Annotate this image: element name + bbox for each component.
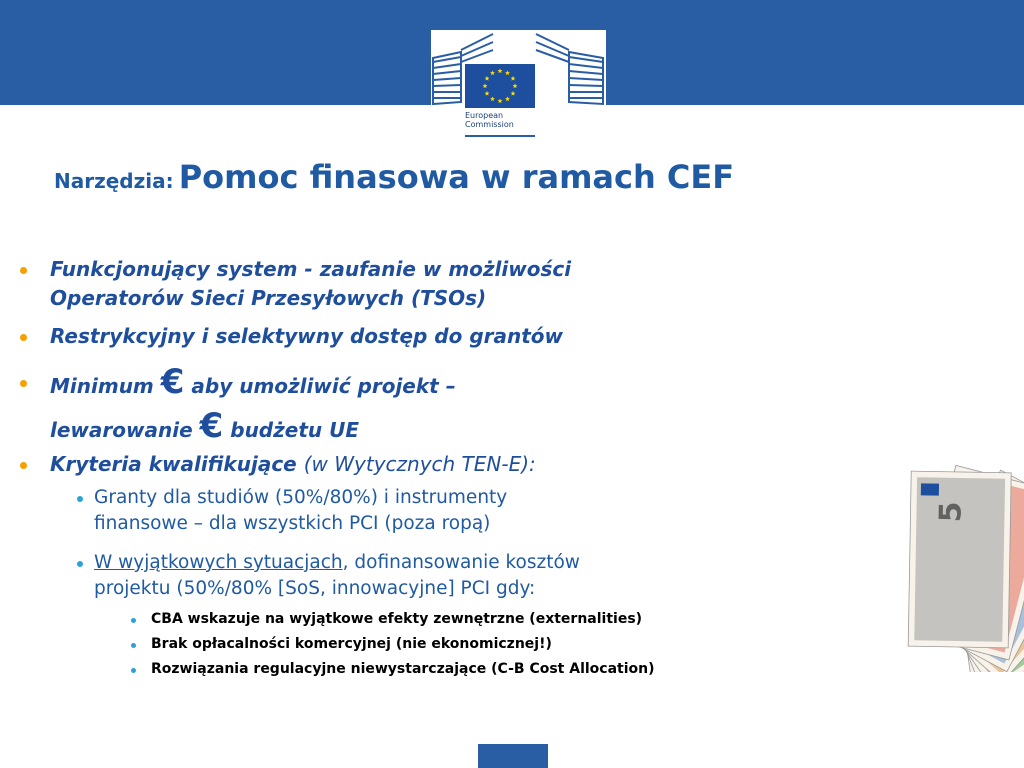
bullet-1: [50, 255, 770, 313]
sub-sub-bullet-1: CBA wskazuje na wyjątkowe efekty zewnętrzne (externalities): [151, 611, 643, 627]
bullet-4-bold: Kryteria kwalifikujące: [50, 452, 297, 476]
eu-flag-icon: [921, 483, 939, 495]
page-title: [54, 158, 954, 196]
bullet-1-line-1: Funkcjonujący system - zaufanie w możliwości: [50, 257, 572, 281]
bullet-dot: [20, 380, 27, 387]
sub-bullet-2: [94, 550, 744, 602]
european-commission-logo: [431, 30, 606, 142]
title-main: Pomoc finasowa w ramach CEF: [178, 158, 735, 196]
logo-text: [465, 111, 545, 129]
banknote-value: 5: [933, 501, 969, 523]
sub-bullet-2-underlined: W wyjątkowych sytuacjach: [94, 552, 343, 573]
bullet-3: [50, 362, 770, 450]
bullet-dot: [20, 462, 27, 469]
sub-sub-bullet-3: Rozwiązania regulacyjne niewystarczające (C-B Cost Allocation): [151, 661, 655, 677]
sub-bullet-2-line-2: projektu (50%/80% [SoS, innowacyjne] PCI gdy:: [94, 578, 536, 599]
bullet-4-rest: (w Wytycznych TEN-E):: [303, 452, 536, 476]
logo-line-commission: Commission: [465, 120, 514, 129]
bullet-3-minimum: Minimum: [50, 374, 154, 398]
bullet-1-line-2: Operatorów Sieci Przesyłowych (TSOs): [50, 286, 487, 310]
sub-sub-bullet-2: Brak opłacalności komercyjnej (nie ekonomicznej!): [151, 636, 552, 652]
title-prefix: Narzędzia:: [54, 169, 174, 193]
euro-banknotes-illustration: [768, 312, 1024, 672]
sub-bullet-1-line-1: Granty dla studiów (50%/80%) i instrumenty: [94, 487, 508, 508]
bullet-dot: [20, 334, 27, 341]
banknote-5: [908, 471, 1011, 648]
bullet-3-lewarowanie: lewarowanie: [50, 418, 193, 442]
sub-bullet-2-rest: , dofinansowanie kosztów: [342, 552, 580, 573]
bullet-3-text: aby umożliwić projekt –: [191, 374, 456, 398]
sub-bullet-1-line-2: finansowe – dla wszystkich PCI (poza ropą): [94, 513, 491, 534]
bullet-4: [50, 450, 770, 479]
euro-symbol: €: [199, 406, 224, 446]
sub-sub-bullet-dot: [131, 618, 136, 623]
logo-line-european: European: [465, 111, 504, 120]
eu-flag-footer: [478, 744, 548, 768]
bullet-3-budzet: budżetu UE: [230, 418, 359, 442]
sub-bullet-1: [94, 485, 744, 537]
sub-sub-bullet-dot: [131, 643, 136, 648]
bullet-dot: [20, 267, 27, 274]
sub-bullet-dot: [77, 561, 83, 567]
bullet-2: Restrykcyjny i selektywny dostęp do grantów: [50, 324, 564, 348]
sub-sub-bullet-dot: [131, 668, 136, 673]
euro-symbol: €: [160, 362, 185, 402]
sub-bullet-dot: [77, 496, 83, 502]
